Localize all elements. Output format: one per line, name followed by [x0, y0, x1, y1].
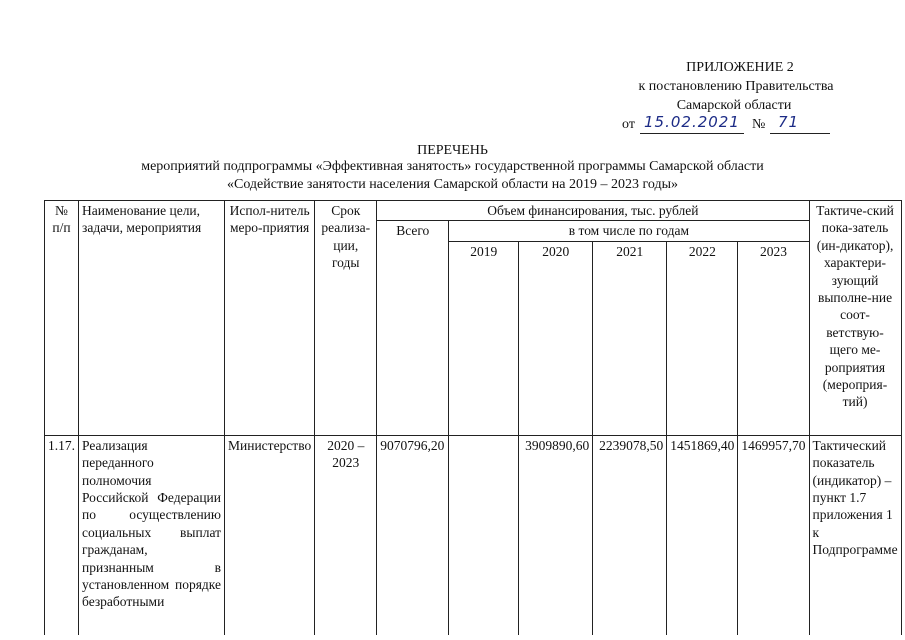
header-year-2021: 2021: [593, 241, 667, 435]
row-total: 9070796,20: [377, 435, 449, 635]
handwritten-number: 71: [778, 113, 800, 131]
table-row: [45, 435, 902, 635]
annex-date-line: [600, 115, 840, 135]
document-title: ПЕРЕЧЕНЬ: [417, 143, 488, 158]
row-name: Реализация переданного полномочия Российской Федерации по осуществлению социальных выплат гражданам, признанным в установленном порядке безработными: [79, 435, 225, 635]
date-underline: [640, 133, 744, 134]
row-executor: Министерство: [225, 435, 315, 635]
number-sign: №: [752, 117, 766, 132]
header-year-2022: 2022: [667, 241, 738, 435]
measures-table: [44, 200, 902, 635]
row-2021: 2239078,50: [593, 435, 667, 635]
header-year-2019: 2019: [449, 241, 519, 435]
header-by-year: в том числе по годам: [449, 221, 809, 241]
annex-block: [600, 58, 840, 135]
number-underline: [770, 133, 830, 134]
row-2019: [449, 435, 519, 635]
header-num: № п/п: [45, 201, 79, 436]
header-year-2023: 2023: [738, 241, 809, 435]
handwritten-date: 15.02.2021: [644, 113, 740, 131]
date-prefix: от: [622, 117, 635, 132]
document-subtitle-line1: мероприятий подпрограммы «Эффективная занятость» государственной программы Самарской области: [141, 159, 764, 174]
row-2020: 3909890,60: [519, 435, 593, 635]
row-indicator: Тактический показатель (индикатор) – пункт 1.7 приложения 1 к Подпрограмме: [809, 435, 901, 635]
row-term: 2020 – 2023: [315, 435, 377, 635]
annex-line1: к постановлению Правительства: [638, 79, 834, 94]
header-indicator: Тактиче-ский пока-затель (ин-дикатор), характери-зующий выполне-ние соот-ветствую-щего ме-роприятия (мероприя-тий): [809, 201, 901, 436]
header-term: Срок реализа-ции, годы: [315, 201, 377, 436]
annex-title: ПРИЛОЖЕНИЕ 2: [686, 60, 794, 75]
document-subtitle-line2: «Содействие занятости населения Самарской области на 2019 – 2023 годы»: [227, 177, 678, 192]
row-2023: 1469957,70: [738, 435, 809, 635]
row-2022: 1451869,40: [667, 435, 738, 635]
annex-line2: Самарской области: [676, 98, 792, 113]
header-year-2020: 2020: [519, 241, 593, 435]
header-funding: Объем финансирования, тыс. рублей: [377, 201, 809, 221]
header-name: Наименование цели, задачи, мероприятия: [79, 201, 225, 436]
header-executor: Испол-нитель меро-приятия: [225, 201, 315, 436]
header-total: Всего: [377, 221, 449, 435]
row-num: 1.17.: [45, 435, 79, 635]
